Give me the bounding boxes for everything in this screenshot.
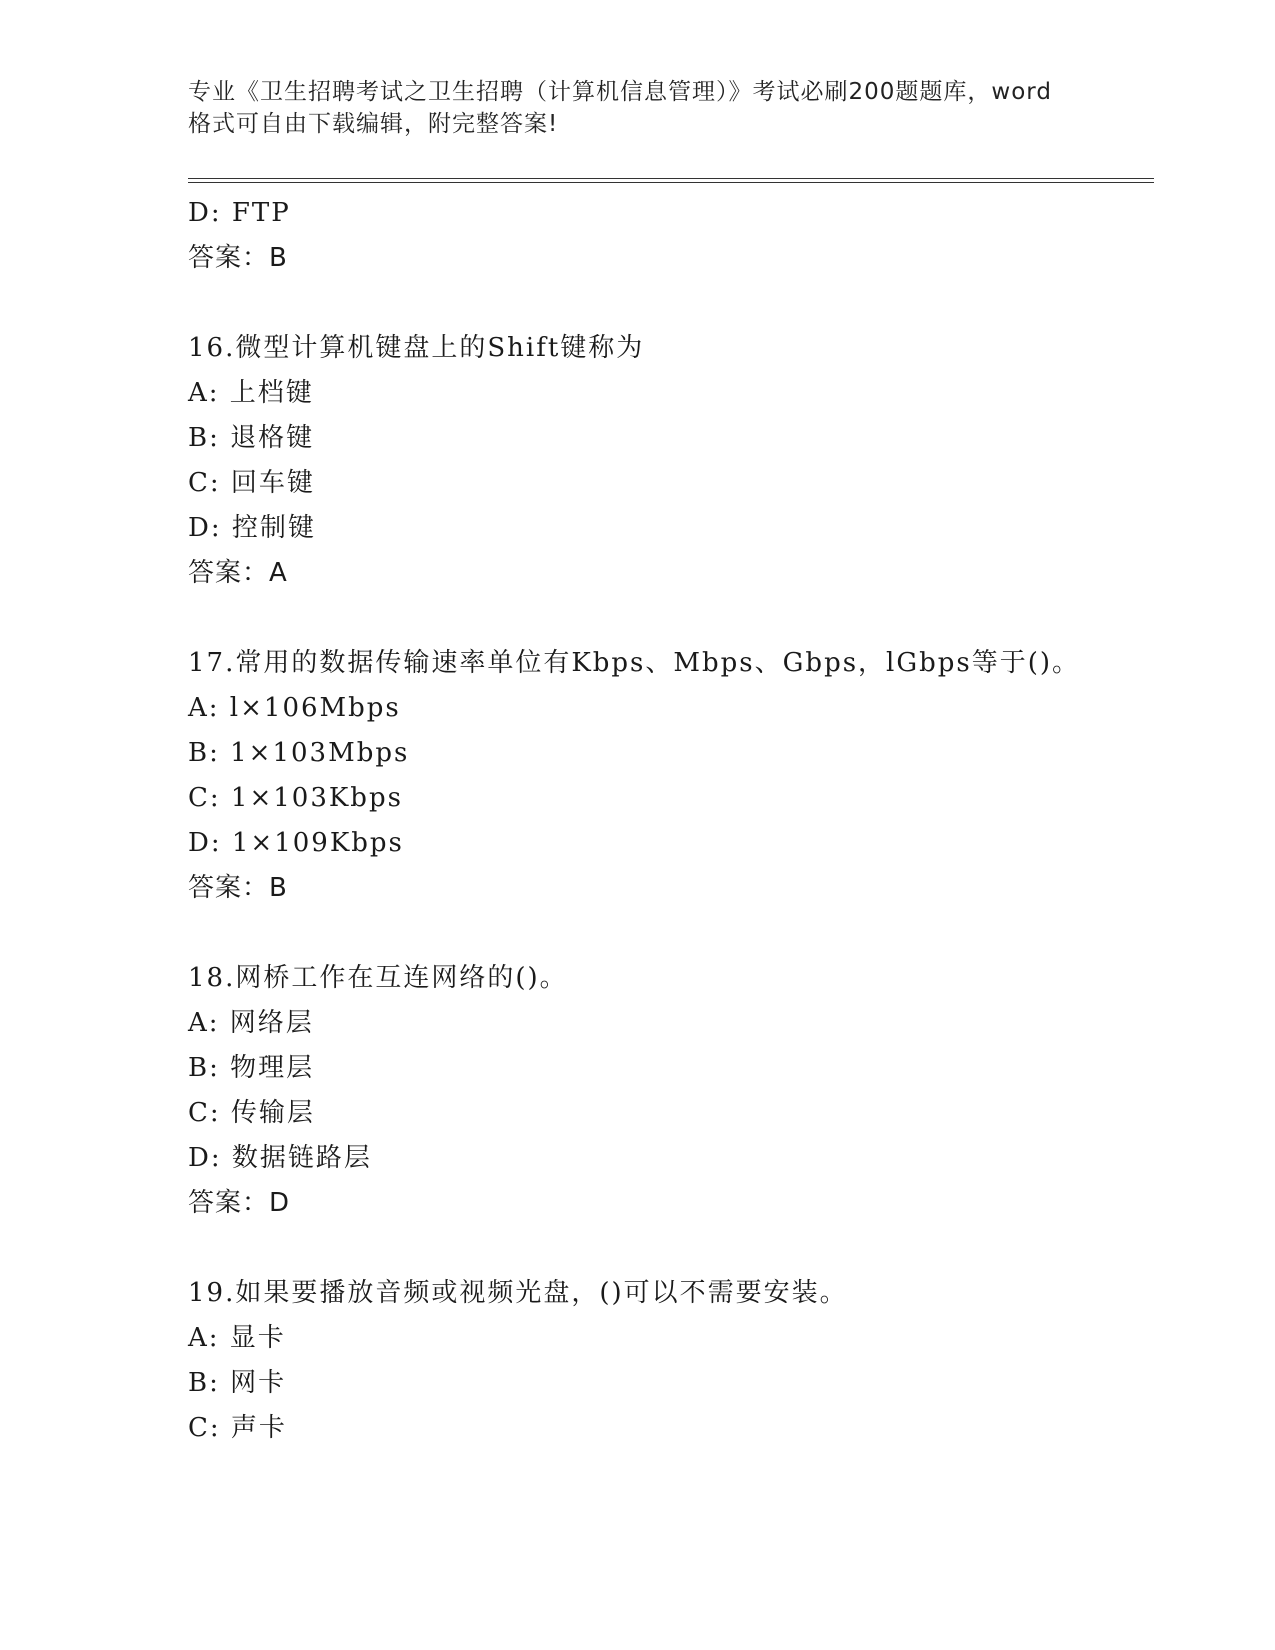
q16-answer: 答案：A — [188, 558, 288, 588]
header-title-line-2: 格式可自由下载编辑，附完整答案! — [188, 111, 559, 137]
header-divider-bottom — [188, 182, 1154, 183]
question-spacer — [188, 281, 1148, 326]
q17-option-c: C: 1×103Kbps — [188, 783, 403, 813]
q16-option-c: C: 回车键 — [188, 468, 315, 498]
q16-question: 16.微型计算机键盘上的Shift键称为 — [188, 333, 645, 363]
header-divider-top — [188, 178, 1154, 179]
q19-question: 19.如果要播放音频或视频光盘，()可以不需要安装。 — [188, 1278, 848, 1308]
question-spacer — [188, 596, 1148, 641]
q16-option-b: B: 退格键 — [188, 423, 315, 453]
q18-option-a: A: 网络层 — [188, 1008, 314, 1038]
q19-option-a: A: 显卡 — [188, 1323, 286, 1353]
q18-answer: 答案：D — [188, 1188, 291, 1218]
q17-option-b: B: 1×103Mbps — [188, 738, 410, 768]
q18-question: 18.网桥工作在互连网络的()。 — [188, 963, 568, 993]
q18-option-b: B: 物理层 — [188, 1053, 315, 1083]
q17-answer: 答案：B — [188, 873, 288, 903]
q19-option-c: C: 声卡 — [188, 1413, 287, 1443]
q17-option-a: A: l×106Mbps — [188, 693, 401, 723]
question-spacer — [188, 1226, 1148, 1271]
q15-answer: 答案：B — [188, 243, 288, 273]
q17-question: 17.常用的数据传输速率单位有Kbps、Mbps、Gbps，lGbps等于()。 — [188, 648, 1081, 678]
question-list — [188, 191, 1148, 1451]
q17-option-d: D: 1×109Kbps — [188, 828, 404, 858]
q16-option-a: A: 上档键 — [188, 378, 314, 408]
q19-option-b: B: 网卡 — [188, 1368, 287, 1398]
q16-option-d: D: 控制键 — [188, 513, 316, 543]
q18-option-d: D: 数据链路层 — [188, 1143, 372, 1173]
document-header — [188, 76, 1098, 140]
q18-option-c: C: 传输层 — [188, 1098, 315, 1128]
question-spacer — [188, 911, 1148, 956]
header-title-line-1: 专业《卫生招聘考试之卫生招聘（计算机信息管理）》考试必刷200题题库，word — [188, 79, 1052, 105]
q15-option-d: D: FTP — [188, 198, 291, 228]
